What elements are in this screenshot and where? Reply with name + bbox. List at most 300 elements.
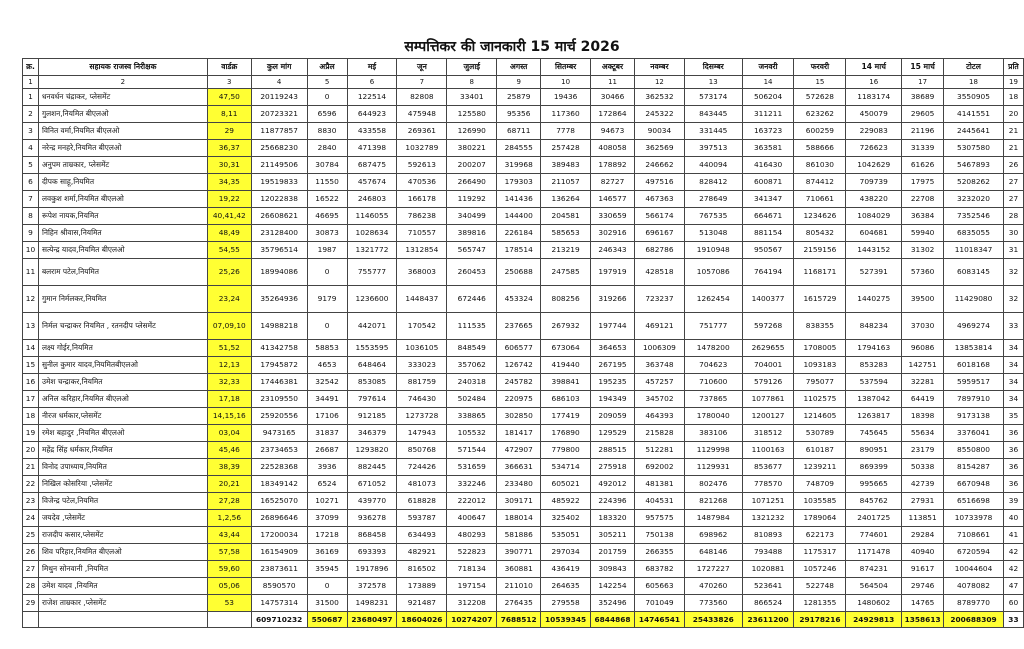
- table-cell: 6720594: [944, 544, 1004, 561]
- total-cell: 1358613: [902, 612, 944, 628]
- table-cell: 28: [23, 578, 39, 595]
- table-cell: 21: [1003, 140, 1023, 157]
- table-cell: 593787: [397, 510, 447, 527]
- table-cell: 3376041: [944, 425, 1004, 442]
- table-cell: 522823: [447, 544, 497, 561]
- table-cell: 1312854: [397, 242, 447, 259]
- table-cell: 36: [1003, 476, 1023, 493]
- table-cell: 1448437: [397, 286, 447, 313]
- table-cell: 119292: [447, 191, 497, 208]
- table-cell: 481073: [397, 476, 447, 493]
- table-cell: 96086: [902, 340, 944, 357]
- table-row: [23, 106, 1024, 123]
- table-cell: 346379: [347, 425, 397, 442]
- table-cell: 408058: [591, 140, 635, 157]
- table-cell: 16522: [307, 191, 347, 208]
- table-cell: 36384: [902, 208, 944, 225]
- table-cell: 11: [23, 259, 39, 286]
- table-cell: 61626: [902, 157, 944, 174]
- table-cell: 18349142: [251, 476, 307, 493]
- table-cell: 737865: [684, 391, 742, 408]
- table-cell: 428518: [634, 259, 684, 286]
- inspector-name-cell: दीपक साहू,नियमित: [38, 174, 207, 191]
- table-cell: 363748: [634, 357, 684, 374]
- table-cell: 397513: [684, 140, 742, 157]
- ward-cell: 47,50: [207, 89, 251, 106]
- column-number: 9: [497, 76, 541, 89]
- table-cell: 37099: [307, 510, 347, 527]
- table-cell: 723237: [634, 286, 684, 313]
- table-cell: 204581: [541, 208, 591, 225]
- table-cell: 748709: [794, 476, 846, 493]
- table-cell: 26: [23, 544, 39, 561]
- table-cell: 535051: [541, 527, 591, 544]
- table-cell: 29746: [902, 578, 944, 595]
- table-cell: 34: [1003, 391, 1023, 408]
- table-cell: 146577: [591, 191, 635, 208]
- table-cell: 1615729: [794, 286, 846, 313]
- table-cell: 29: [23, 595, 39, 612]
- table-cell: 122514: [347, 89, 397, 106]
- table-cell: 1035585: [794, 493, 846, 510]
- table-cell: 36: [1003, 425, 1023, 442]
- table-cell: 113851: [902, 510, 944, 527]
- column-header: फरवरी: [794, 59, 846, 76]
- table-cell: 30784: [307, 157, 347, 174]
- table-cell: 1077861: [742, 391, 794, 408]
- table-cell: 5208262: [944, 174, 1004, 191]
- table-cell: 27: [23, 561, 39, 578]
- table-cell: 142254: [591, 578, 635, 595]
- table-cell: 534714: [541, 459, 591, 476]
- table-cell: 710600: [684, 374, 742, 391]
- table-cell: 472907: [497, 442, 541, 459]
- table-cell: 492012: [591, 476, 635, 493]
- total-cell: 23611200: [742, 612, 794, 628]
- table-cell: 305211: [591, 527, 635, 544]
- table-cell: 786238: [397, 208, 447, 225]
- table-cell: 23109550: [251, 391, 307, 408]
- column-number: 12: [634, 76, 684, 89]
- table-cell: 1440275: [846, 286, 902, 313]
- table-cell: 1553595: [347, 340, 397, 357]
- table-row: [23, 242, 1024, 259]
- table-row: [23, 123, 1024, 140]
- table-cell: 1100163: [742, 442, 794, 459]
- table-cell: 3936: [307, 459, 347, 476]
- table-cell: 1387042: [846, 391, 902, 408]
- table-cell: 848549: [447, 340, 497, 357]
- table-cell: 34491: [307, 391, 347, 408]
- table-cell: 808256: [541, 286, 591, 313]
- inspector-name-cell: शिव परिहार,नियमित बीएलओ: [38, 544, 207, 561]
- table-cell: 1262454: [684, 286, 742, 313]
- table-cell: 664671: [742, 208, 794, 225]
- table-cell: 18398: [902, 408, 944, 425]
- table-cell: 20: [23, 442, 39, 459]
- table-cell: 31837: [307, 425, 347, 442]
- table-cell: 4141551: [944, 106, 1004, 123]
- header-row: [23, 59, 1024, 76]
- inspector-name-cell: राजेश ताम्रकार ,प्लेसमेंट: [38, 595, 207, 612]
- table-cell: 68711: [497, 123, 541, 140]
- table-cell: 481381: [634, 476, 684, 493]
- table-cell: 512281: [634, 442, 684, 459]
- table-cell: 194349: [591, 391, 635, 408]
- table-cell: 297034: [541, 544, 591, 561]
- table-cell: 3: [23, 123, 39, 140]
- total-cell: 609710232: [251, 612, 307, 628]
- table-cell: 319968: [497, 157, 541, 174]
- ward-cell: 27,28: [207, 493, 251, 510]
- table-cell: 672446: [447, 286, 497, 313]
- table-cell: 220975: [497, 391, 541, 408]
- table-cell: 29605: [902, 106, 944, 123]
- table-cell: 95356: [497, 106, 541, 123]
- table-cell: 197744: [591, 313, 635, 340]
- table-cell: 25920556: [251, 408, 307, 425]
- table-cell: 634493: [397, 527, 447, 544]
- table-cell: 33: [1003, 313, 1023, 340]
- table-cell: 141436: [497, 191, 541, 208]
- table-cell: 21: [23, 459, 39, 476]
- table-cell: 453324: [497, 286, 541, 313]
- table-cell: 3550905: [944, 89, 1004, 106]
- table-row: [23, 442, 1024, 459]
- inspector-name-cell: रूपेश नायक,नियमित: [38, 208, 207, 225]
- table-cell: 797614: [347, 391, 397, 408]
- inspector-name-cell: निखिल कोसरिया ,प्लेसमेंट: [38, 476, 207, 493]
- table-cell: 1129931: [684, 459, 742, 476]
- total-cell: [207, 612, 251, 628]
- table-cell: 21149506: [251, 157, 307, 174]
- table-cell: 59940: [902, 225, 944, 242]
- table-cell: 34: [1003, 374, 1023, 391]
- table-cell: 10271: [307, 493, 347, 510]
- table-cell: 4078082: [944, 578, 1004, 595]
- table-cell: 383106: [684, 425, 742, 442]
- table-cell: 485922: [541, 493, 591, 510]
- table-cell: 874231: [846, 561, 902, 578]
- table-cell: 22708: [902, 191, 944, 208]
- table-cell: 816502: [397, 561, 447, 578]
- table-cell: 1020881: [742, 561, 794, 578]
- table-row: [23, 561, 1024, 578]
- ward-cell: 25,26: [207, 259, 251, 286]
- table-cell: 30: [1003, 225, 1023, 242]
- table-cell: 5307580: [944, 140, 1004, 157]
- table-cell: 1234626: [794, 208, 846, 225]
- table-cell: 90034: [634, 123, 684, 140]
- table-cell: 8154287: [944, 459, 1004, 476]
- table-cell: 457674: [347, 174, 397, 191]
- table-cell: 750138: [634, 527, 684, 544]
- table-cell: 565747: [447, 242, 497, 259]
- table-cell: 995665: [846, 476, 902, 493]
- column-number: 4: [251, 76, 307, 89]
- table-cell: 13: [23, 313, 39, 340]
- table-cell: 1487984: [684, 510, 742, 527]
- ward-cell: 53: [207, 595, 251, 612]
- table-cell: 704001: [742, 357, 794, 374]
- table-cell: 600871: [742, 174, 794, 191]
- table-cell: 209059: [591, 408, 635, 425]
- table-cell: 890951: [846, 442, 902, 459]
- table-row: [23, 140, 1024, 157]
- table-cell: 610187: [794, 442, 846, 459]
- table-row: [23, 510, 1024, 527]
- table-row: [23, 208, 1024, 225]
- table-cell: 502484: [447, 391, 497, 408]
- table-cell: 269361: [397, 123, 447, 140]
- table-cell: 7897910: [944, 391, 1004, 408]
- table-cell: 309843: [591, 561, 635, 578]
- table-cell: 389816: [447, 225, 497, 242]
- table-cell: 1727227: [684, 561, 742, 578]
- table-cell: 23734653: [251, 442, 307, 459]
- table-cell: 27: [1003, 174, 1023, 191]
- column-number: 3: [207, 76, 251, 89]
- table-cell: 828412: [684, 174, 742, 191]
- table-cell: 163723: [742, 123, 794, 140]
- table-cell: 8: [23, 208, 39, 225]
- inspector-name-cell: राजदीप कसार,प्लेसमेंट: [38, 527, 207, 544]
- table-row: [23, 174, 1024, 191]
- table-cell: 588666: [794, 140, 846, 157]
- table-cell: 94673: [591, 123, 635, 140]
- table-row: [23, 340, 1024, 357]
- table-cell: 40940: [902, 544, 944, 561]
- table-cell: 605021: [541, 476, 591, 493]
- table-cell: 36: [1003, 442, 1023, 459]
- table-cell: 147943: [397, 425, 447, 442]
- table-cell: 537594: [846, 374, 902, 391]
- table-cell: 882445: [347, 459, 397, 476]
- table-cell: 1321772: [347, 242, 397, 259]
- table-cell: 23873611: [251, 561, 307, 578]
- table-cell: 14757314: [251, 595, 307, 612]
- table-cell: 751777: [684, 313, 742, 340]
- table-cell: 755777: [347, 259, 397, 286]
- table-cell: 696167: [634, 225, 684, 242]
- table-cell: 178892: [591, 157, 635, 174]
- table-cell: 260453: [447, 259, 497, 286]
- table-cell: 482921: [397, 544, 447, 561]
- page-title: सम्पत्तिकर की जानकारी 15 मार्च 2026: [404, 39, 620, 55]
- table-cell: 12: [23, 286, 39, 313]
- inspector-name-cell: निर्मल चन्द्राकर नियमित , रतनदीप प्लेसमेंट: [38, 313, 207, 340]
- table-cell: 50338: [902, 459, 944, 476]
- total-cell: 23680497: [347, 612, 397, 628]
- table-cell: 11550: [307, 174, 347, 191]
- total-cell: 18604026: [397, 612, 447, 628]
- table-cell: 55634: [902, 425, 944, 442]
- table-cell: 522748: [794, 578, 846, 595]
- table-row: [23, 476, 1024, 493]
- column-number: 14: [742, 76, 794, 89]
- table-cell: 129529: [591, 425, 635, 442]
- ward-cell: 32,33: [207, 374, 251, 391]
- table-cell: 126990: [447, 123, 497, 140]
- column-header: 14 मार्च: [846, 59, 902, 76]
- table-row: [23, 286, 1024, 313]
- table-cell: 793488: [742, 544, 794, 561]
- table-cell: 330659: [591, 208, 635, 225]
- table-cell: 606577: [497, 340, 541, 357]
- table-cell: 622173: [794, 527, 846, 544]
- table-cell: 11877857: [251, 123, 307, 140]
- table-cell: 597268: [742, 313, 794, 340]
- table-cell: 469121: [634, 313, 684, 340]
- table-cell: 372578: [347, 578, 397, 595]
- table-cell: 439770: [347, 493, 397, 510]
- table-cell: 17218: [307, 527, 347, 544]
- table-cell: 200207: [447, 157, 497, 174]
- column-header: अप्रैल: [307, 59, 347, 76]
- table-cell: 475948: [397, 106, 447, 123]
- table-cell: 1175317: [794, 544, 846, 561]
- table-cell: 821268: [684, 493, 742, 510]
- table-cell: 572628: [794, 89, 846, 106]
- table-cell: 564504: [846, 578, 902, 595]
- table-cell: 341347: [742, 191, 794, 208]
- ward-cell: 59,60: [207, 561, 251, 578]
- table-cell: 1071251: [742, 493, 794, 510]
- table-cell: 673064: [541, 340, 591, 357]
- table-cell: 5: [23, 157, 39, 174]
- table-cell: 42: [1003, 544, 1023, 561]
- table-cell: 843445: [684, 106, 742, 123]
- table-cell: 211010: [497, 578, 541, 595]
- table-cell: 35264936: [251, 286, 307, 313]
- inspector-name-cell: लवकुश शर्मा,नियमित बीएलओ: [38, 191, 207, 208]
- ward-cell: 03,04: [207, 425, 251, 442]
- table-cell: 746430: [397, 391, 447, 408]
- table-cell: 105532: [447, 425, 497, 442]
- table-row: [23, 191, 1024, 208]
- table-cell: 1042629: [846, 157, 902, 174]
- table-row: [23, 408, 1024, 425]
- table-cell: 7: [23, 191, 39, 208]
- table-cell: 197154: [447, 578, 497, 595]
- table-cell: 881154: [742, 225, 794, 242]
- table-cell: 26896646: [251, 510, 307, 527]
- table-cell: 724426: [397, 459, 447, 476]
- table-cell: 29284: [902, 527, 944, 544]
- table-cell: 600259: [794, 123, 846, 140]
- table-cell: 30873: [307, 225, 347, 242]
- totals-row: [23, 612, 1024, 628]
- table-cell: 117360: [541, 106, 591, 123]
- table-cell: 838355: [794, 313, 846, 340]
- table-cell: 1321232: [742, 510, 794, 527]
- table-cell: 853677: [742, 459, 794, 476]
- table-cell: 16: [23, 374, 39, 391]
- table-cell: 246662: [634, 157, 684, 174]
- total-cell: 25433826: [684, 612, 742, 628]
- table-cell: 1102575: [794, 391, 846, 408]
- inspector-name-cell: अनुपम ताम्रकार, प्लेसमेंट: [38, 157, 207, 174]
- table-cell: 1293820: [347, 442, 397, 459]
- table-cell: 309171: [497, 493, 541, 510]
- table-cell: 10733978: [944, 510, 1004, 527]
- table-cell: 25: [23, 527, 39, 544]
- total-cell: 10539345: [541, 612, 591, 628]
- table-cell: 778570: [742, 476, 794, 493]
- table-cell: 881759: [397, 374, 447, 391]
- table-cell: 345702: [634, 391, 684, 408]
- inspector-name-cell: गुलशन,नियमित बीएलओ: [38, 106, 207, 123]
- table-cell: 6083145: [944, 259, 1004, 286]
- table-cell: 20119243: [251, 89, 307, 106]
- column-number: 13: [684, 76, 742, 89]
- table-cell: 42739: [902, 476, 944, 493]
- table-cell: 13853814: [944, 340, 1004, 357]
- ward-cell: 17,18: [207, 391, 251, 408]
- table-cell: 170542: [397, 313, 447, 340]
- table-cell: 1183174: [846, 89, 902, 106]
- table-cell: 91617: [902, 561, 944, 578]
- table-cell: 709739: [846, 174, 902, 191]
- table-cell: 2: [23, 106, 39, 123]
- table-cell: 250688: [497, 259, 541, 286]
- table-cell: 531659: [447, 459, 497, 476]
- table-row: [23, 259, 1024, 286]
- inspector-name-cell: उमेश यादव ,नियमित: [38, 578, 207, 595]
- table-cell: 319266: [591, 286, 635, 313]
- table-cell: 6596: [307, 106, 347, 123]
- table-cell: 404531: [634, 493, 684, 510]
- table-cell: 41342758: [251, 340, 307, 357]
- table-row: [23, 578, 1024, 595]
- table-cell: 31339: [902, 140, 944, 157]
- table-cell: 17200034: [251, 527, 307, 544]
- table-cell: 284555: [497, 140, 541, 157]
- total-cell: 200688309: [944, 612, 1004, 628]
- table-cell: 9473165: [251, 425, 307, 442]
- table-cell: 312208: [447, 595, 497, 612]
- column-number: 18: [944, 76, 1004, 89]
- column-number: 1: [23, 76, 39, 89]
- table-cell: 19436: [541, 89, 591, 106]
- table-cell: 237665: [497, 313, 541, 340]
- table-cell: 179303: [497, 174, 541, 191]
- table-cell: 197919: [591, 259, 635, 286]
- table-cell: 2840: [307, 140, 347, 157]
- table-cell: 136264: [541, 191, 591, 208]
- table-cell: 338865: [447, 408, 497, 425]
- table-cell: 470260: [684, 578, 742, 595]
- table-cell: 37030: [902, 313, 944, 340]
- table-cell: 12022838: [251, 191, 307, 208]
- table-cell: 364653: [591, 340, 635, 357]
- table-cell: 450079: [846, 106, 902, 123]
- inspector-name-cell: नरेन्द्र मनहरे,नियमित बीएलओ: [38, 140, 207, 157]
- table-cell: 1028634: [347, 225, 397, 242]
- column-header: सितम्बर: [541, 59, 591, 76]
- table-cell: 333023: [397, 357, 447, 374]
- column-number: 8: [447, 76, 497, 89]
- total-cell: 6844868: [591, 612, 635, 628]
- column-number: 10: [541, 76, 591, 89]
- column-header: नवम्बर: [634, 59, 684, 76]
- table-cell: 7108661: [944, 527, 1004, 544]
- table-cell: 32: [1003, 259, 1023, 286]
- table-cell: 585653: [541, 225, 591, 242]
- ward-cell: 14,15,16: [207, 408, 251, 425]
- total-cell: 33: [1003, 612, 1023, 628]
- column-header: मई: [347, 59, 397, 76]
